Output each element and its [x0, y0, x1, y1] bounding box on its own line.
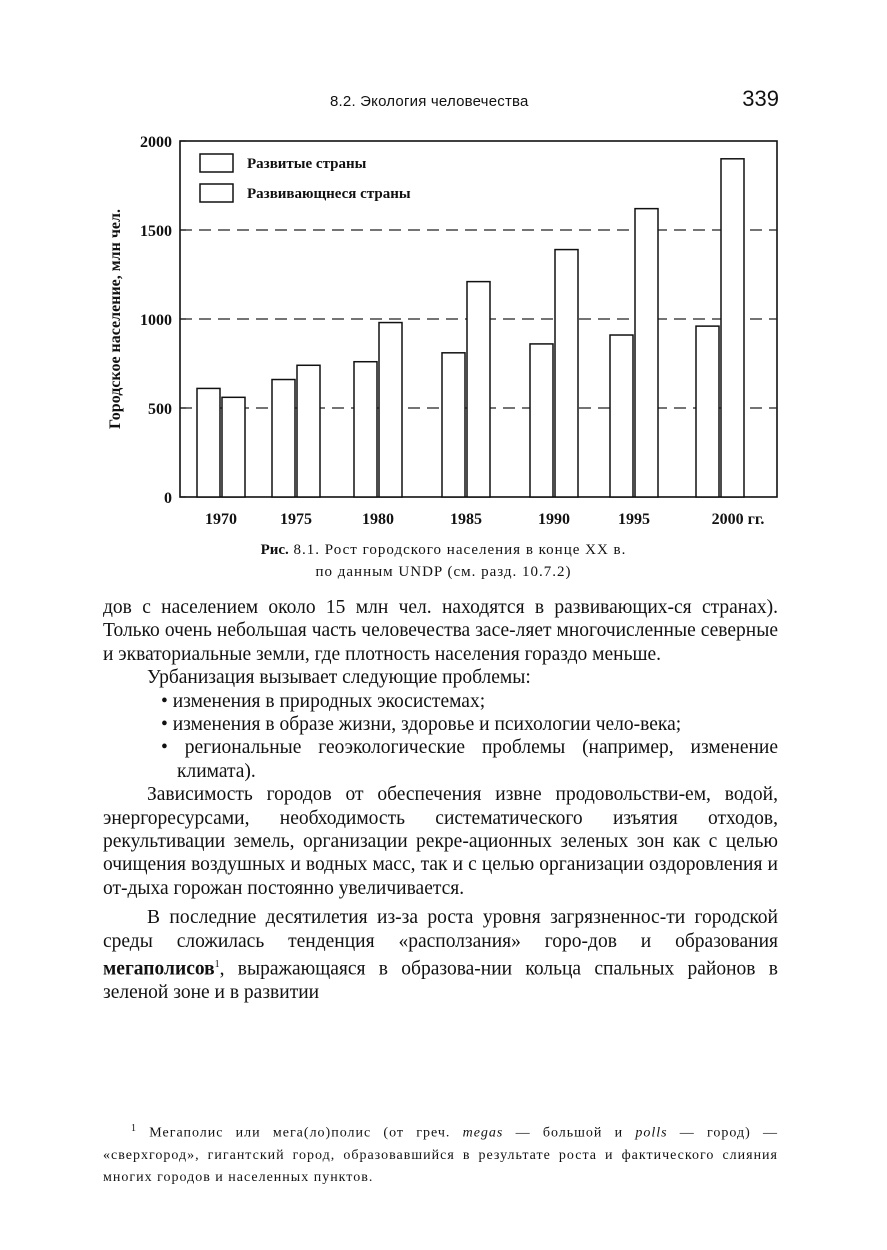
x-tick-label: 2000 гг. [711, 511, 765, 528]
paragraph-4-start: В последние десятилетия из-за роста уровня загрязненнос-ти городской среды сложилась тенденция «расползания» горо-дов и образования [103, 907, 778, 952]
footnote-mark: 1 [131, 1123, 137, 1134]
paragraph-3: Зависимость городов от обеспечения извне продовольстви-ем, водой, энергоресурсами, необходимость систематического изъятия отходов, рекультивации земель, организации рекре-ационных зеленых зон как с целью очищения воздушных и водных масс, так и с целью организации оздоровления и от-дыха горожан постоянно увеличивается. [103, 784, 778, 899]
bar-developing-5 [555, 250, 578, 497]
bar-developing-3 [379, 323, 402, 497]
footnote-term-megas: megas [462, 1125, 504, 1141]
x-tick-label: 1985 [450, 511, 482, 528]
legend-label-2: Развивающнеся страны [247, 186, 411, 202]
bar-developed-2 [272, 380, 295, 497]
bullet-item-3: • региональные геоэкологические проблемы (например, изменение климата). [161, 737, 778, 782]
footnote [103, 1118, 778, 1189]
bar-developed-5 [530, 344, 553, 497]
paragraph-4 [103, 906, 778, 1004]
paragraph-1: дов с населением около 15 млн чел. находятся в развивающих-ся странах). Только очень небольшая часть человечества засе-ляет многочисленные северные и экваториальные земли, где плотность населения гораздо меньше. [103, 597, 778, 665]
bullet-item-1: • изменения в природных экосистемах; [161, 690, 486, 712]
y-axis-label: Городское население, млн чел. [107, 209, 124, 429]
y-tick-label: 500 [148, 401, 172, 418]
bar-developing-4 [467, 282, 490, 497]
bar-developing-2 [297, 365, 320, 497]
footnote-text-start: Мегаполис или мега(ло)полис (от греч. [149, 1125, 451, 1141]
footnote-text-end: — город) — «сверхгород», гигантский город, образовавшийся в результате роста и фактического слияния многих городов и населенных пунктов. [103, 1125, 779, 1185]
x-tick-label: 1990 [538, 511, 570, 528]
footnote-ref: 1 [214, 959, 220, 971]
y-tick-label: 0 [164, 490, 172, 507]
bar-developed-7 [696, 326, 719, 497]
main-text [103, 596, 778, 1004]
bar-developed-6 [610, 335, 633, 497]
bullet-item-2: • изменения в образе жизни, здоровье и психологии чело-века; [161, 714, 682, 736]
paragraph-2: Урбанизация вызывает следующие проблемы: [147, 667, 531, 689]
x-tick-label: 1980 [362, 511, 394, 528]
y-tick-label: 2000 [140, 134, 172, 151]
bar-developed-3 [354, 362, 377, 497]
term-megapolis: мегаполисов [103, 958, 215, 980]
footnote-term-polls: polls [635, 1125, 668, 1141]
bar-developing-7 [721, 159, 744, 497]
figure-caption-line2: по данным UNDP (см. разд. 10.7.2) [315, 564, 572, 580]
footnote-text-mid: — большой и [515, 1125, 624, 1141]
x-tick-label: 1970 [205, 511, 237, 528]
legend-swatch-2 [200, 184, 233, 202]
figure-caption-label: Рис. [260, 542, 289, 558]
bar-developing-6 [635, 209, 658, 497]
x-tick-label: 1975 [280, 511, 312, 528]
legend-swatch-1 [200, 154, 233, 172]
y-tick-label: 1500 [140, 223, 172, 240]
bar-developed-4 [442, 353, 465, 497]
legend-label-1: Развитые страны [247, 156, 367, 172]
bar-developing-1 [222, 397, 245, 497]
page-number: 339 [742, 86, 779, 111]
page-header-title: 8.2. Экология человечества [330, 93, 529, 110]
figure-caption-line1: 8.1. Рост городского населения в конце XX в. [293, 542, 627, 558]
paragraph-4-end: , выражающаяся в образова-нии кольца спальных районов в зеленой зоне и в развитии [103, 958, 778, 1003]
y-tick-label: 1000 [140, 312, 172, 329]
figure-caption [0, 540, 887, 560]
x-tick-label: 1995 [618, 511, 650, 528]
bar-chart [0, 0, 887, 540]
bar-developed-1 [197, 388, 220, 497]
